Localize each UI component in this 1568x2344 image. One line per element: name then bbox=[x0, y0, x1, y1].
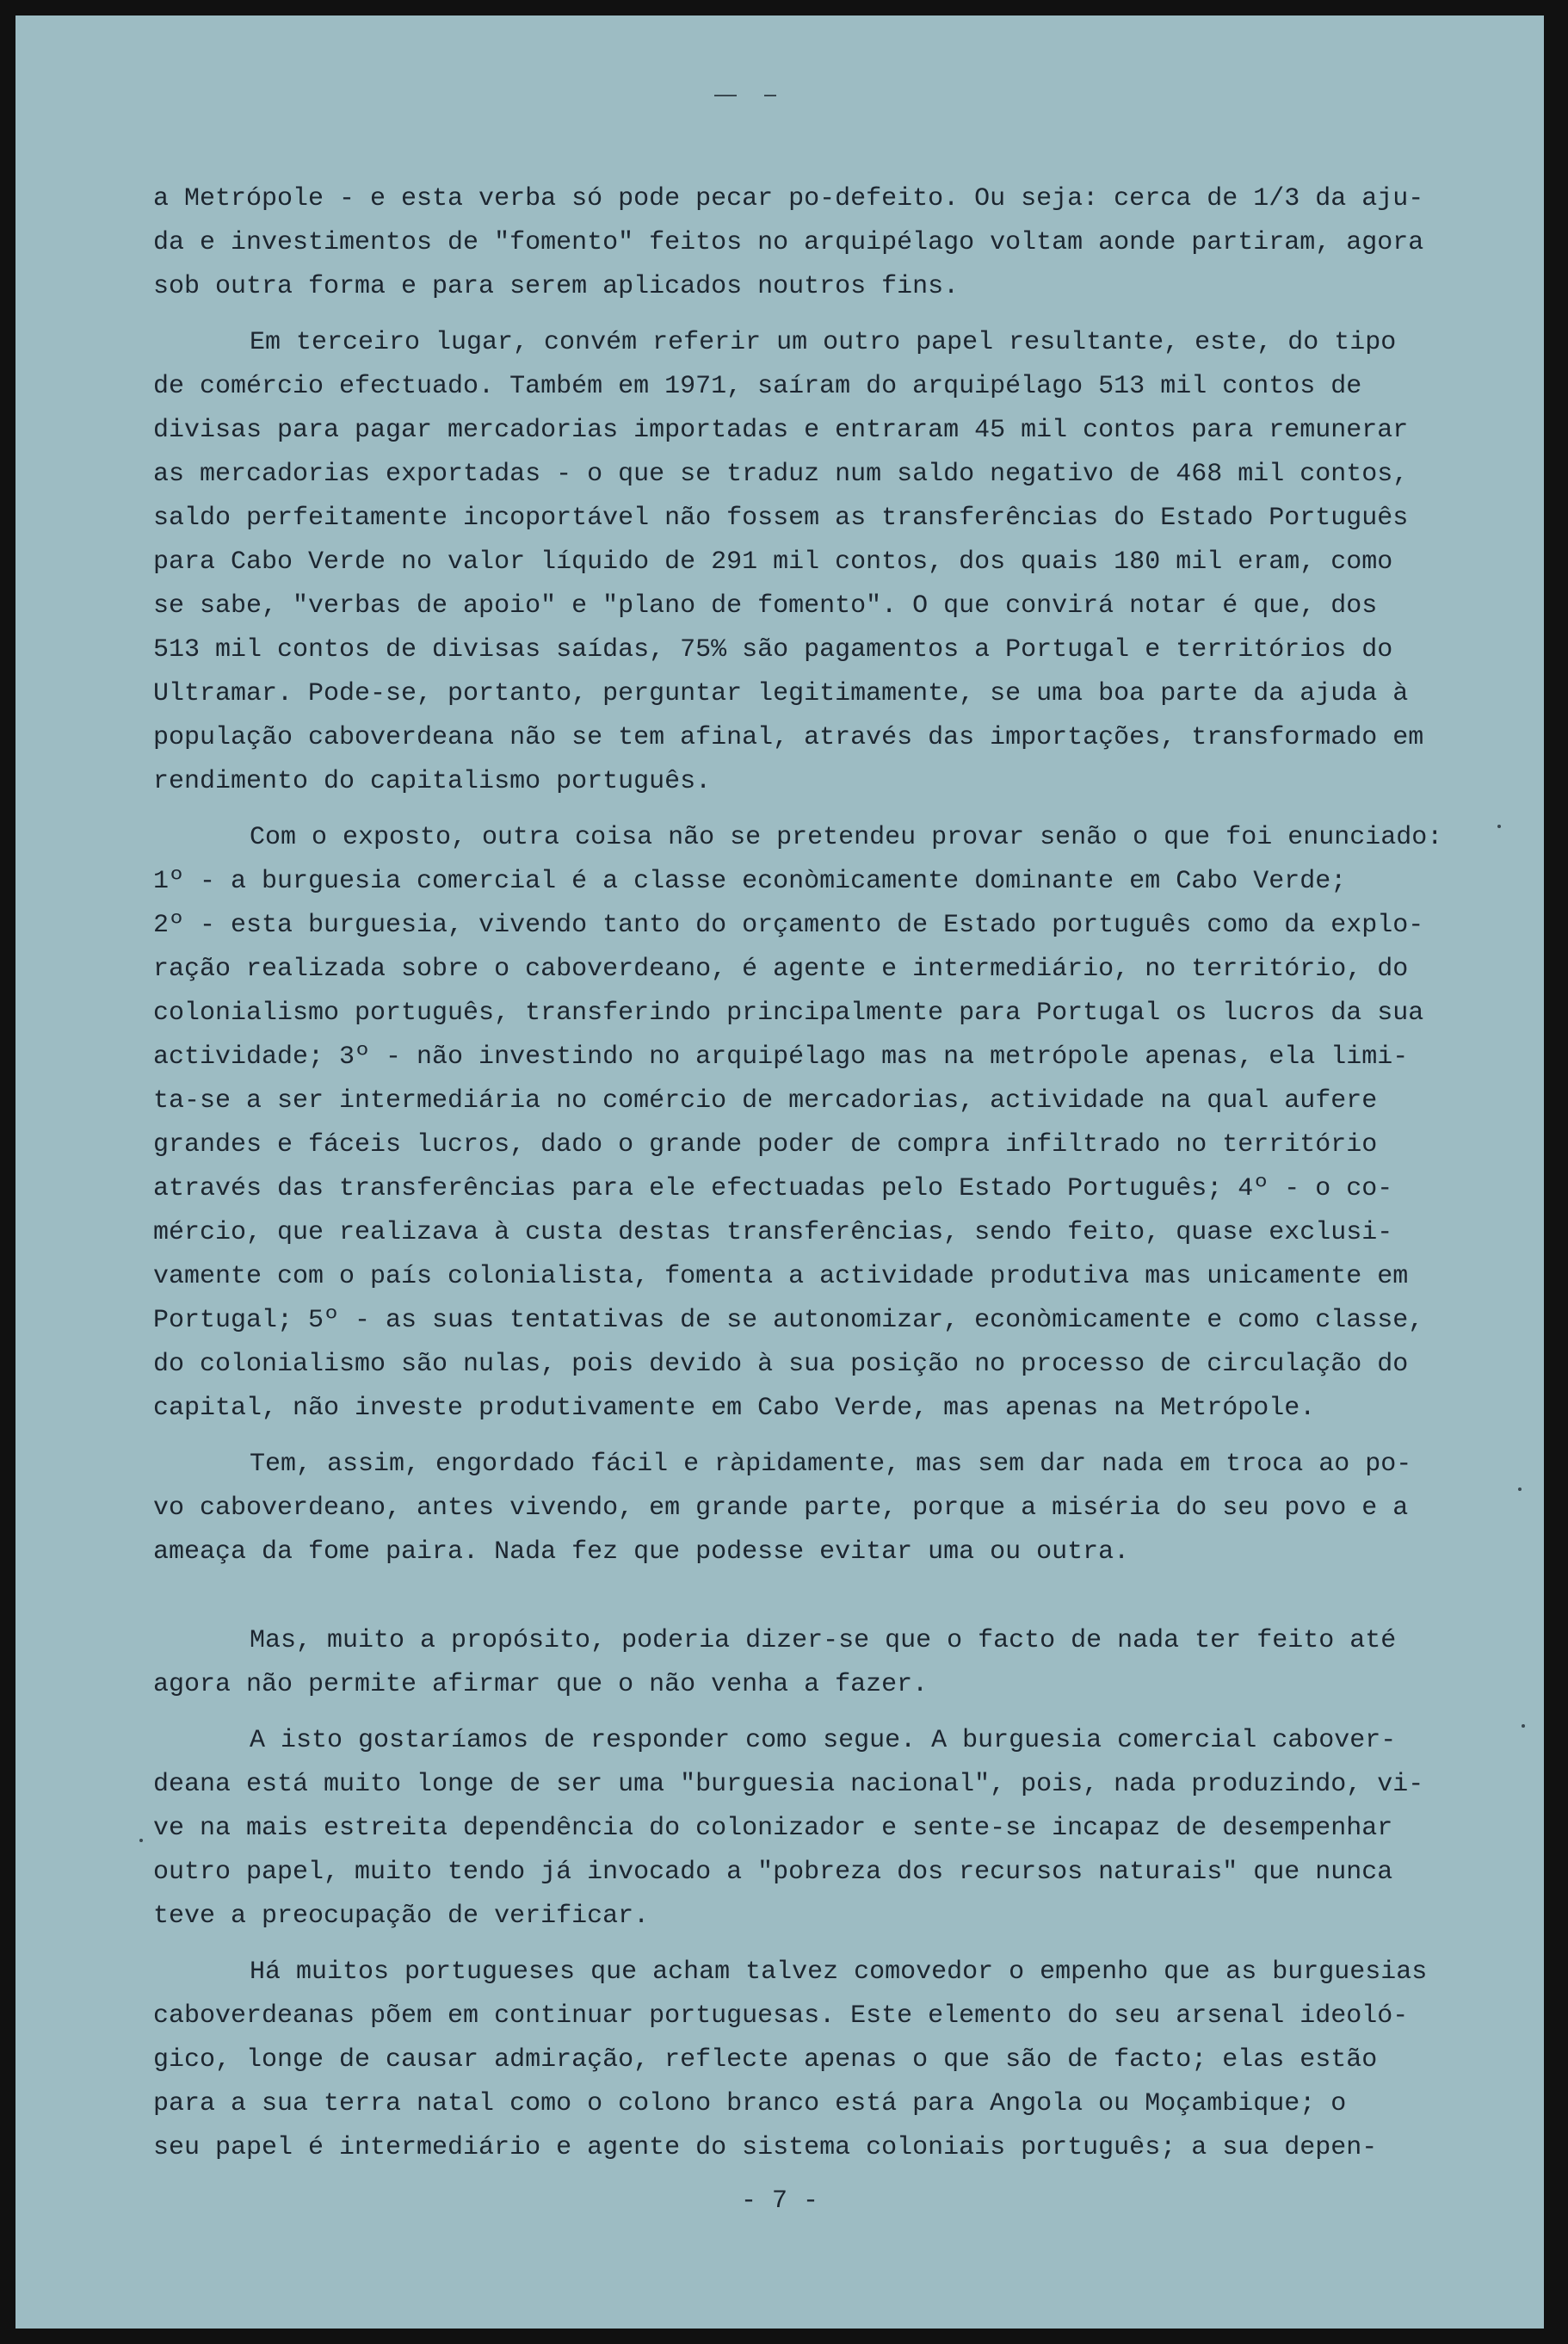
paragraph bbox=[153, 1619, 1444, 1707]
text-line: população caboverdeana não se tem afinal, através das importações, transformado em bbox=[153, 723, 1424, 752]
text-line: actividade; 3º - não investindo no arquipélago mas na metrópole apenas, ela limi- bbox=[153, 1042, 1409, 1072]
text-line: Com o exposto, outra coisa não se pretendeu provar senão o que foi enunciado: bbox=[250, 823, 1443, 852]
text-line: ta-se a ser intermediária no comércio de mercadorias, actividade na qual aufere bbox=[153, 1086, 1378, 1116]
text-line: Em terceiro lugar, convém referir um outro papel resultante, este, do tipo bbox=[250, 328, 1397, 357]
text-line: caboverdeanas põem em continuar portuguesas. Este elemento do seu arsenal ideoló- bbox=[153, 2001, 1409, 2031]
scan-speck bbox=[1518, 1487, 1522, 1491]
text-line: agora não permite afirmar que o não venha a fazer. bbox=[153, 1670, 929, 1699]
text-line: 1º - a burguesia comercial é a classe econòmicamente dominante em Cabo Verde; bbox=[153, 867, 1347, 896]
text-line: ração realizada sobre o caboverdeano, é agente e intermediário, no território, do bbox=[153, 955, 1409, 984]
paragraph bbox=[153, 1951, 1444, 2170]
text-line: Tem, assim, engordado fácil e ràpidamente, mas sem dar nada em troca ao po- bbox=[250, 1450, 1412, 1479]
text-line: 2º - esta burguesia, vivendo tanto do orçamento de Estado português como da explo- bbox=[153, 911, 1424, 940]
document-body bbox=[153, 177, 1444, 2182]
text-line: para Cabo Verde no valor líquido de 291 mil contos, dos quais 180 mil eram, como bbox=[153, 547, 1393, 577]
text-line: A isto gostaríamos de responder como segue. A burguesia comercial cabover- bbox=[250, 1726, 1397, 1755]
document-page bbox=[15, 15, 1544, 2329]
text-line: divisas para pagar mercadorias importadas e entraram 45 mil contos para remunerar bbox=[153, 416, 1409, 445]
text-line: ve na mais estreita dependência do colonizador e sente-se incapaz de desempenhar bbox=[153, 1814, 1393, 1843]
text-line: vo caboverdeano, antes vivendo, em grande parte, porque a miséria do seu povo e a bbox=[153, 1494, 1409, 1523]
text-line: 513 mil contos de divisas saídas, 75% são pagamentos a Portugal e territórios do bbox=[153, 635, 1393, 665]
text-line: se sabe, "verbas de apoio" e "plano de fomento". O que convirá notar é que, dos bbox=[153, 591, 1378, 621]
text-line: grandes e fáceis lucros, dado o grande poder de compra infiltrado no território bbox=[153, 1130, 1378, 1160]
scan-mark bbox=[764, 95, 776, 96]
text-line: Portugal; 5º - as suas tentativas de se autonomizar, econòmicamente e como classe, bbox=[153, 1306, 1424, 1335]
page-number: - 7 - bbox=[740, 2186, 818, 2216]
text-line: outro papel, muito tendo já invocado a "pobreza dos recursos naturais" que nunca bbox=[153, 1858, 1393, 1887]
scan-speck bbox=[139, 1839, 143, 1842]
paragraph bbox=[153, 177, 1444, 309]
text-line: Há muitos portugueses que acham talvez comovedor o empenho que as burguesias bbox=[250, 1957, 1428, 1987]
paragraph bbox=[153, 1719, 1444, 1939]
text-line: através das transferências para ele efectuadas pelo Estado Português; 4º - o co- bbox=[153, 1174, 1393, 1203]
scan-speck bbox=[1497, 825, 1501, 828]
paragraph-gap bbox=[153, 1586, 1444, 1619]
text-line: ameaça da fome paira. Nada fez que podesse evitar uma ou outra. bbox=[153, 1537, 1130, 1567]
text-line: de comércio efectuado. Também em 1971, saíram do arquipélago 513 mil contos de bbox=[153, 372, 1362, 401]
paragraph bbox=[153, 816, 1444, 1431]
paragraph bbox=[153, 321, 1444, 804]
text-line: para a sua terra natal como o colono branco está para Angola ou Moçambique; o bbox=[153, 2089, 1347, 2118]
text-line: seu papel é intermediário e agente do sistema coloniais português; a sua depen- bbox=[153, 2133, 1378, 2162]
text-line: as mercadorias exportadas - o que se traduz num saldo negativo de 468 mil contos, bbox=[153, 460, 1409, 489]
text-line: rendimento do capitalismo português. bbox=[153, 767, 712, 796]
text-line: a Metrópole - e esta verba só pode pecar po-defeito. Ou seja: cerca de 1/3 da aju- bbox=[153, 184, 1424, 213]
text-line: do colonialismo são nulas, pois devido à sua posição no processo de circulação do bbox=[153, 1350, 1409, 1379]
text-line: sob outra forma e para serem aplicados noutros fins. bbox=[153, 272, 960, 301]
text-line: gico, longe de causar admiração, reflecte apenas o que são de facto; elas estão bbox=[153, 2045, 1378, 2075]
text-line: teve a preocupação de verificar. bbox=[153, 1902, 650, 1931]
text-line: Ultramar. Pode-se, portanto, perguntar legitimamente, se uma boa parte da ajuda à bbox=[153, 679, 1409, 708]
scan-speck bbox=[1522, 1724, 1525, 1728]
paragraph bbox=[153, 1443, 1444, 1574]
text-line: capital, não investe produtivamente em Cabo Verde, mas apenas na Metrópole. bbox=[153, 1394, 1316, 1423]
text-line: saldo perfeitamente incoportável não fossem as transferências do Estado Português bbox=[153, 504, 1409, 533]
text-line: vamente com o país colonialista, fomenta a actividade produtiva mas unicamente em bbox=[153, 1262, 1409, 1291]
text-line: Mas, muito a propósito, poderia dizer-se que o facto de nada ter feito até bbox=[250, 1626, 1397, 1655]
text-line: colonialismo português, transferindo principalmente para Portugal os lucros da sua bbox=[153, 999, 1424, 1028]
text-line: deana está muito longe de ser uma "burguesia nacional", pois, nada produzindo, vi- bbox=[153, 1770, 1424, 1799]
text-line: mércio, que realizava à custa destas transferências, sendo feito, quase exclusi- bbox=[153, 1218, 1393, 1247]
text-line: da e investimentos de "fomento" feitos no arquipélago voltam aonde partiram, agora bbox=[153, 228, 1424, 257]
scan-mark bbox=[714, 95, 737, 96]
